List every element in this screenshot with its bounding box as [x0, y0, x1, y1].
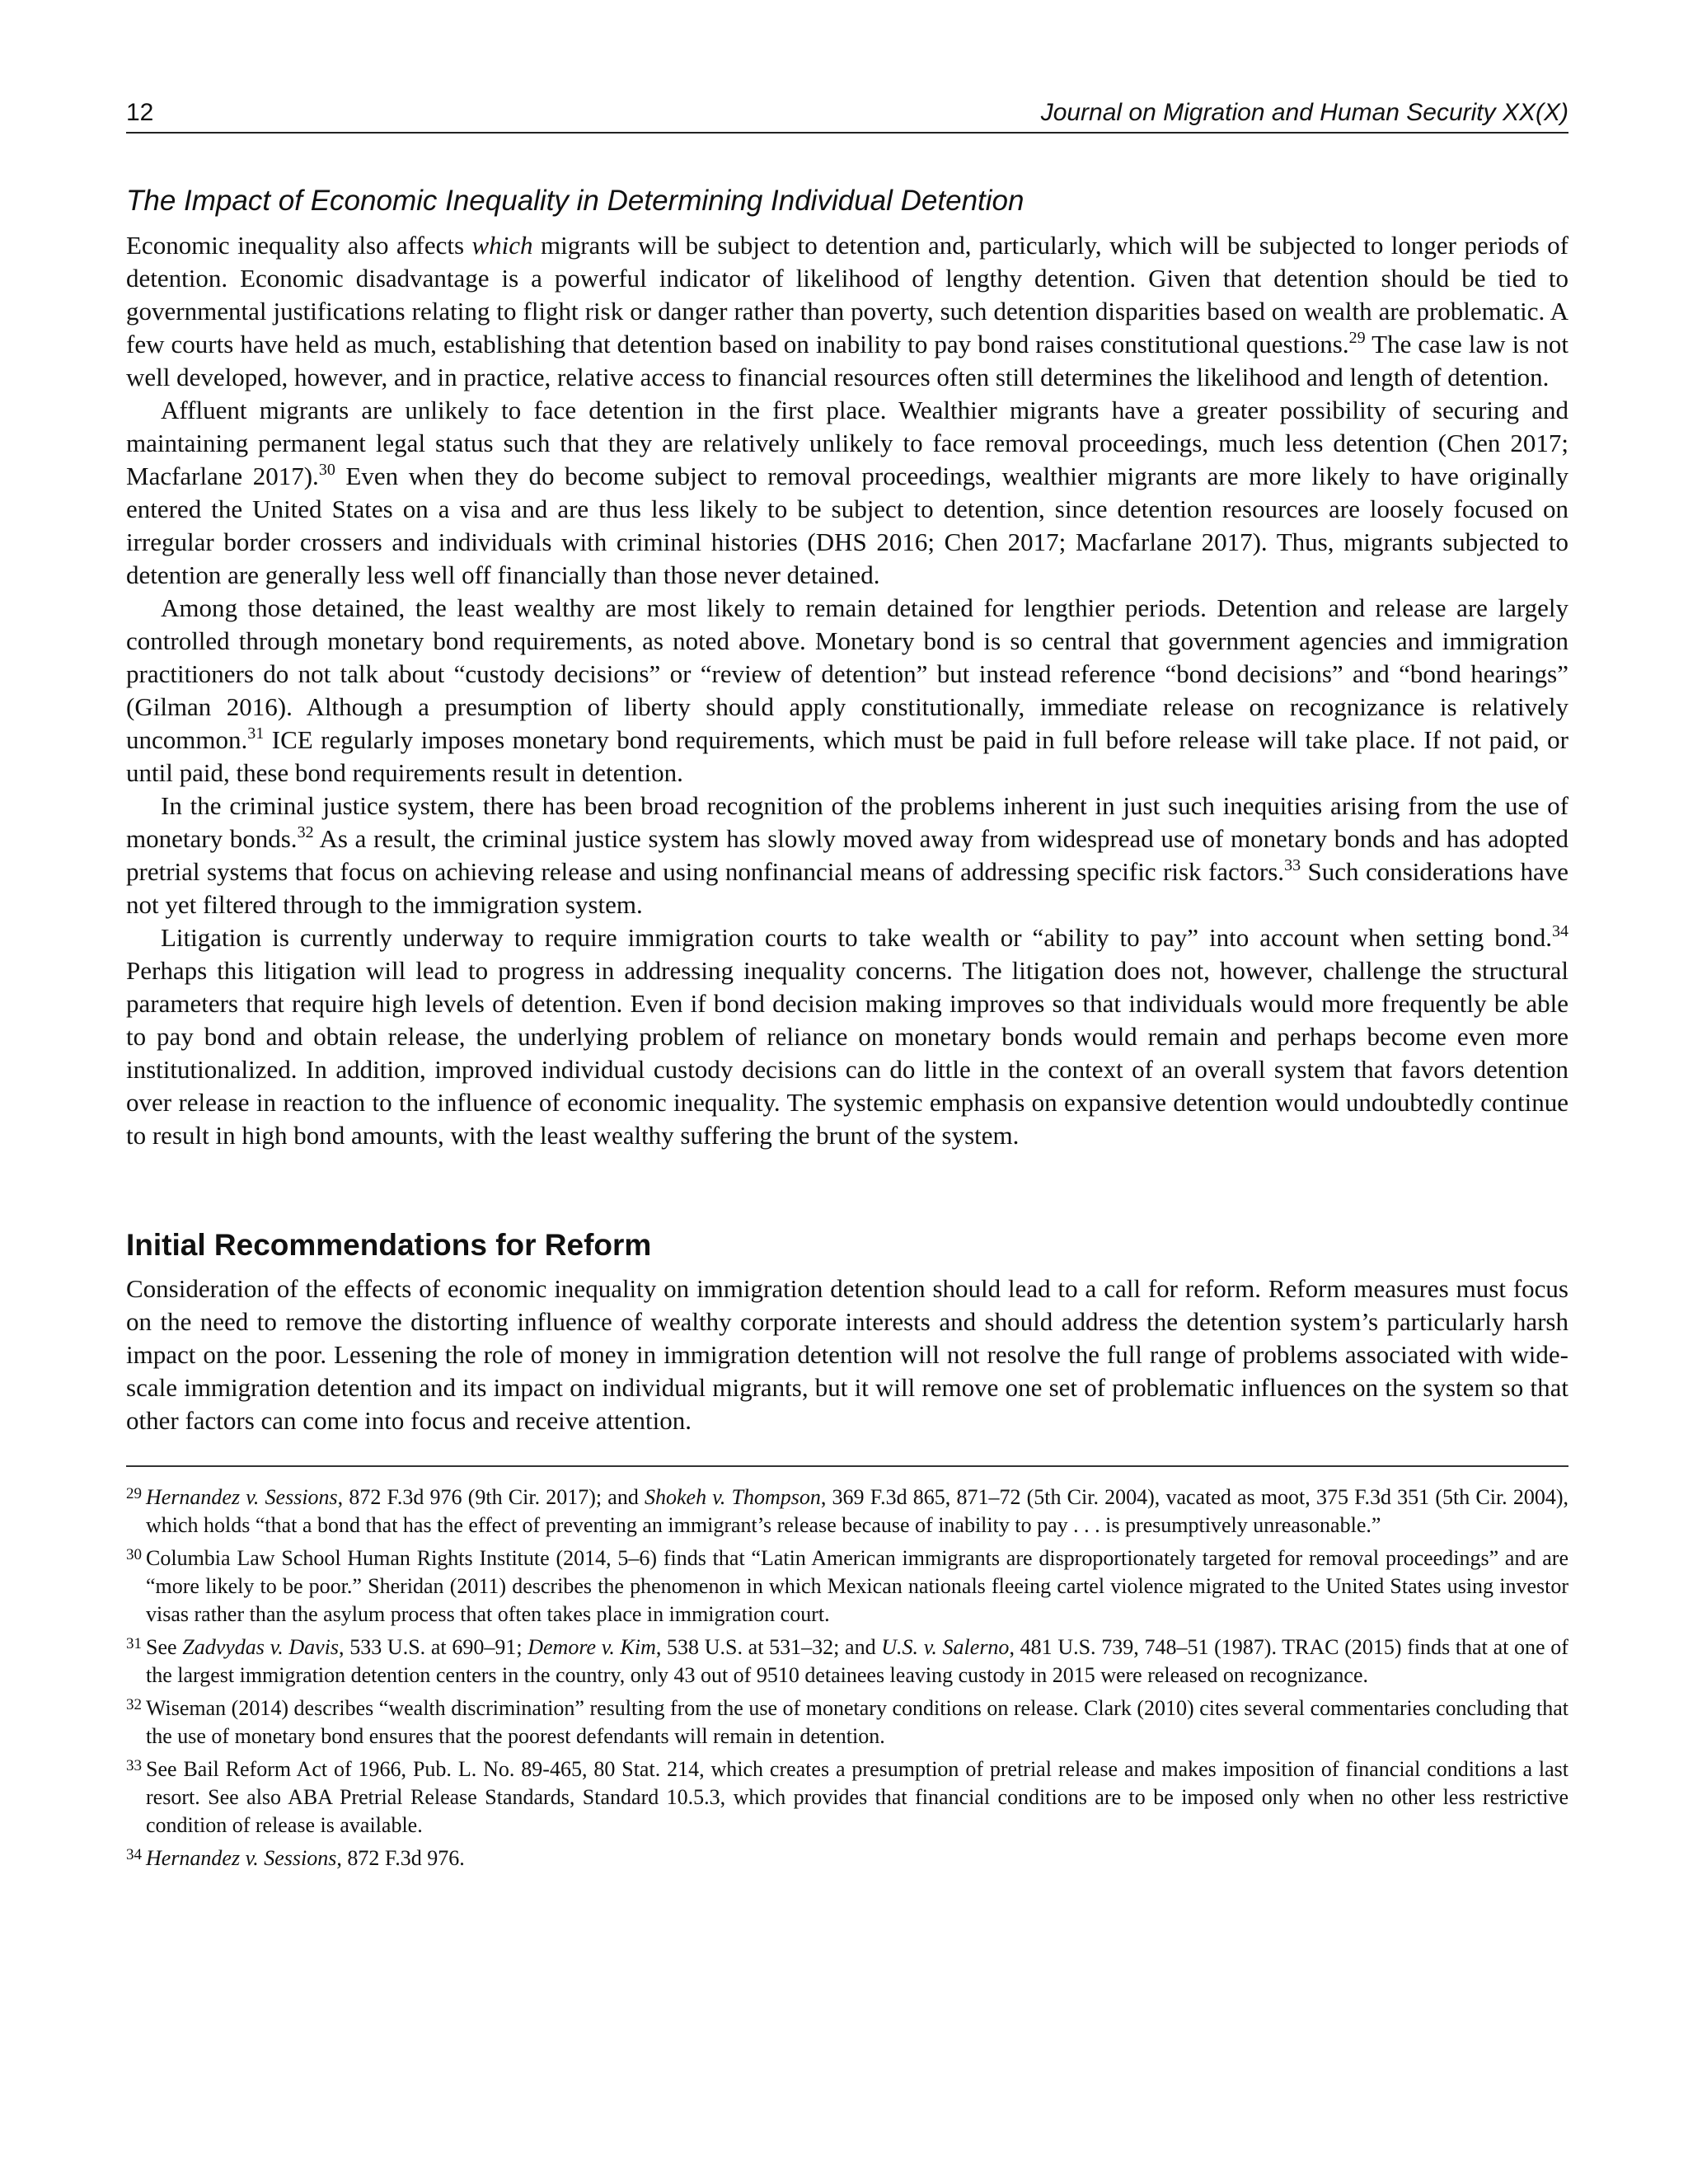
case-name: Demore v. Kim: [528, 1635, 656, 1659]
footnote-ref-29[interactable]: 29: [1348, 329, 1366, 347]
paragraph-4: [126, 790, 1568, 921]
paragraph-4-text-c: Such considerations have not yet filtered through to the immigration system.: [126, 857, 1568, 919]
footnote-text: , 369 F.3d 865, 871–72 (5th Cir. 2004), vacated as moot, 375 F.3d 351 (5th Cir. 2004), which holds “that a bond that has the effect of preventing an immigrant’s release because of inability to pay . . . is presumptively unreasonable.”: [146, 1485, 1568, 1537]
footnote-text: See Bail Reform Act of 1966, Pub. L. No. 89-465, 80 Stat. 214, which creates a presumption of pretrial release and makes imposition of financial conditions a last resort. See also ABA Pretrial Release Standards, Standard 10.5.3, which provides that financial conditions are to be imposed only when no other less restrictive condition of release is available.: [146, 1757, 1568, 1837]
footnote-29: [126, 1483, 1568, 1540]
footnote-divider: [126, 1465, 1568, 1467]
paragraph-4-text-a: In the criminal justice system, there has been broad recognition of the problems inherent in just such inequities arising from the use of monetary bonds.: [126, 791, 1568, 853]
journal-title: Journal on Migration and Human Security XX(X): [1040, 99, 1568, 126]
footnote-33: [126, 1755, 1568, 1840]
paragraph-6: Consideration of the effects of economic inequality on immigration detention should lead to a call for reform. Reform measures must focus on the need to remove the distorting influence of wealthy corporate interests and should address the detention system’s particularly harsh impact on the poor. Lessening the role of money in immigration detention will not resolve the full range of problems associated with wide-scale immigration detention and its impact on individual migrants, but it will remove one set of problematic influences on the system so that other factors can come into focus and receive attention.: [126, 1274, 1568, 1435]
footnote-number: 30: [126, 1546, 142, 1563]
footnote-ref-30[interactable]: 30: [318, 461, 335, 479]
running-head: [126, 99, 1568, 134]
footnote-ref-32[interactable]: 32: [297, 823, 314, 841]
paragraph-2: [126, 394, 1568, 592]
paragraph-3: [126, 592, 1568, 790]
paragraph-1-text-a: Economic inequality also affects: [126, 231, 472, 260]
paragraph-5-text-b: Perhaps this litigation will lead to progress in addressing inequality concerns. The litigation does not, however, challenge the structural parameters that require high levels of detention. Even if bond decision making improves so that individuals would more frequently be able to pay bond and obtain release, the underlying problem of reliance on monetary bonds would remain and perhaps become even more institutionalized. In addition, improved individual custody decisions can do little in the context of an overall system that favors detention over release in reaction to the influence of economic inequality. The systemic emphasis on expansive detention would undoubtedly continue to result in high bond amounts, with the least wealthy suffering the brunt of the system.: [126, 956, 1568, 1150]
footnote-text: , 533 U.S. at 690–91;: [339, 1635, 528, 1659]
footnote-31: [126, 1633, 1568, 1690]
footnote-text: , 481 U.S. 739, 748–51 (1987). TRAC (2015) finds that at one of the largest immigration detention centers in the country, only 43 out of 9510 detainees leaving custody in 2015 were released on recognizance.: [146, 1635, 1568, 1687]
paragraph-1-text-b: migrants will be subject to detention and, particularly, which will be subjected to longer periods of detention. Economic disadvantage is a powerful indicator of likelihood of lengthy detention. Given that detention should be tied to governmental justifications relating to flight risk or danger rather than poverty, such detention disparities based on wealth are problematic. A few courts have held as much, establishing that detention based on inability to pay bond raises constitutional questions.: [126, 231, 1568, 359]
footnote-number: 33: [126, 1757, 142, 1774]
case-name: Hernandez v. Sessions: [146, 1846, 337, 1870]
footnote-text: Wiseman (2014) describes “wealth discrimination” resulting from the use of monetary conditions on release. Clark (2010) cites several commentaries concluding that the use of monetary bond ensures that the poorest defendants will remain in detention.: [146, 1696, 1568, 1748]
paragraph-2-text-b: Even when they do become subject to removal proceedings, wealthier migrants are more likely to have originally entered the United States on a visa and are thus less likely to be subject to detention, since detention resources are loosely focused on irregular border crossers and individuals with criminal histories (DHS 2016; Chen 2017; Macfarlane 2017). Thus, migrants subjected to detention are generally less well off financially than those never detained.: [126, 462, 1568, 589]
case-name: Shokeh v. Thompson: [645, 1485, 821, 1509]
footnote-number: 32: [126, 1696, 142, 1713]
footnote-text: , 872 F.3d 976.: [336, 1846, 465, 1870]
footnote-34: [126, 1844, 1568, 1872]
page: [126, 99, 1568, 1877]
paragraph-5: [126, 921, 1568, 1152]
paragraph-2-text-a: Affluent migrants are unlikely to face detention in the first place. Wealthier migrants have a greater possibility of securing and maintaining permanent legal status such that they are relatively unlikely to face removal proceedings, much less detention (Chen 2017; Macfarlane 2017).: [126, 396, 1568, 490]
footnote-text: , 538 U.S. at 531–32; and: [655, 1635, 882, 1659]
footnote-number: 34: [126, 1846, 142, 1863]
paragraph-1-text-c: The case law is not well developed, however, and in practice, relative access to financial resources often still determines the likelihood and length of detention.: [126, 330, 1568, 391]
footnote-ref-31[interactable]: 31: [247, 724, 265, 743]
footnote-32: [126, 1694, 1568, 1750]
subsection-title: The Impact of Economic Inequality in Determining Individual Detention: [126, 185, 1025, 217]
paragraph-5-text-a: Litigation is currently underway to require immigration courts to take wealth or “ability to pay” into account when setting bond.: [161, 923, 1552, 952]
case-name: U.S. v. Salerno: [881, 1635, 1010, 1659]
case-name: Hernandez v. Sessions: [146, 1485, 338, 1509]
page-number: 12: [126, 99, 154, 126]
footnote-text: , 872 F.3d 976 (9th Cir. 2017); and: [337, 1485, 645, 1509]
footnote-text: See: [146, 1635, 183, 1659]
footnote-30: [126, 1544, 1568, 1629]
paragraph-3-text-a: Among those detained, the least wealthy are most likely to remain detained for lengthier periods. Detention and release are largely controlled through monetary bond requirements, as noted above. Monetary bond is so central that government agencies and immigration practitioners do not talk about “custody decisions” or “review of detention” but instead reference “bond decisions” and “bond hearings” (Gilman 2016). Although a presumption of liberty should apply constitutionally, immediate release on recognizance is relatively uncommon.: [126, 593, 1568, 754]
paragraph-4-text-b: As a result, the criminal justice system has slowly moved away from widespread use of monetary bonds and has adopted pretrial systems that focus on achieving release and using nonfinancial means of addressing specific risk factors.: [126, 824, 1568, 886]
footnote-number: 31: [126, 1635, 142, 1652]
section-title: Initial Recommendations for Reform: [126, 1228, 652, 1262]
footnote-ref-33[interactable]: 33: [1284, 856, 1301, 874]
paragraph-1: [126, 229, 1568, 394]
footnote-ref-34[interactable]: 34: [1552, 922, 1568, 940]
case-name: Zadvydas v. Davis: [182, 1635, 340, 1659]
paragraph-1-emphasis: which: [471, 231, 533, 260]
footnote-text: Columbia Law School Human Rights Institute (2014, 5–6) finds that “Latin American immigrants are disproportionately targeted for removal proceedings” and are “more likely to be poor.” Sheridan (2011) describes the phenomenon in which Mexican nationals fleeing cartel violence migrated to the United States using investor visas rather than the asylum process that often takes place in immigration court.: [146, 1546, 1568, 1626]
paragraph-3-text-b: ICE regularly imposes monetary bond requirements, which must be paid in full before release will take place. If not paid, or until paid, these bond requirements result in detention.: [126, 725, 1568, 787]
footnote-number: 29: [126, 1485, 142, 1502]
